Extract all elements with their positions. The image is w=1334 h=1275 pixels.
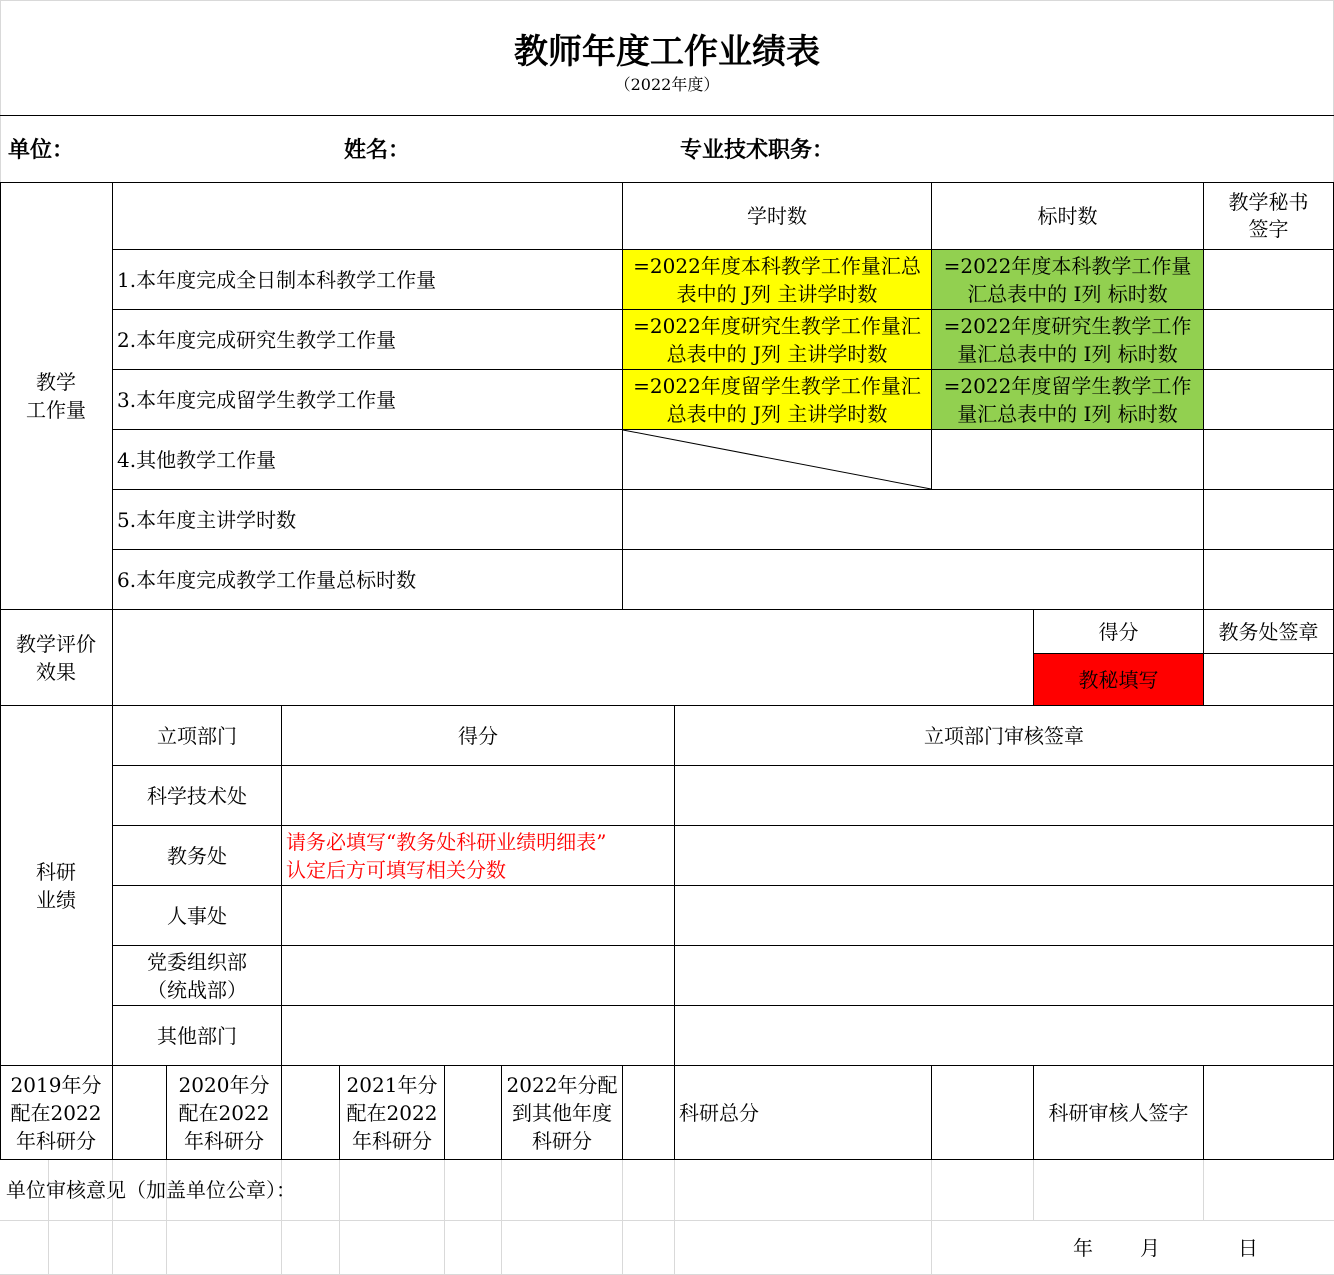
page-subtitle: （2022年度）: [614, 75, 720, 94]
research-col-seal: 立项部门审核签章: [924, 723, 1084, 748]
teaching-row-label: 4.其他教学工作量: [117, 447, 277, 472]
name-label: 姓名：: [344, 137, 411, 163]
teaching-std-formula[interactable]: =2022年度留学生教学工作量汇总表中的 I列 标时数: [932, 370, 1203, 429]
teaching-row-label: 2.本年度完成研究生教学工作量: [117, 327, 397, 352]
research-reviewer-label: 科研审核人签字: [1048, 1100, 1189, 1125]
secretary-fill-cell[interactable]: 教秘填写: [1034, 654, 1203, 705]
evaluation-score-header: 得分: [1098, 619, 1139, 644]
teaching-section-label: 教学 工作量: [26, 370, 86, 422]
research-label: 科研 业绩: [36, 859, 76, 912]
teaching-std-formula[interactable]: =2022年度本科教学工作量汇总表中的 I列 标时数: [932, 250, 1203, 309]
page-title: 教师年度工作业绩表: [514, 32, 820, 72]
unit-label: 单位：: [8, 137, 75, 163]
teaching-std-formula[interactable]: =2022年度研究生教学工作量汇总表中的 I列 标时数: [932, 310, 1203, 369]
teaching-row-label: 3.本年度完成留学生教学工作量: [117, 387, 397, 412]
research-dept: 教务处: [167, 843, 227, 868]
academic-office-seal-header: 教务处签章: [1218, 619, 1319, 644]
alloc-2021-label: 2021年分 配在2022 年科研分: [346, 1072, 438, 1153]
research-col-dept: 立项部门: [157, 723, 237, 748]
teaching-hours-formula[interactable]: =2022年度留学生教学工作量汇总表中的 J列 主讲学时数: [623, 370, 931, 429]
evaluation-label: 教学评价 效果: [16, 631, 96, 684]
alloc-2020-label: 2020年分 配在2022 年科研分: [178, 1072, 270, 1153]
research-note: 请务必填写“教务处科研业绩明细表” 认定后方可填写相关分数: [286, 829, 607, 882]
alloc-2019-label: 2019年分 配在2022 年科研分: [10, 1072, 102, 1153]
col-std-hours-header: 标时数: [1037, 204, 1098, 228]
teaching-row-label: 1.本年度完成全日制本科教学工作量: [117, 267, 437, 292]
research-dept: 科学技术处: [147, 783, 247, 808]
date-month: 月: [1140, 1236, 1160, 1260]
research-total-label: 科研总分: [679, 1100, 759, 1125]
research-dept: 其他部门: [157, 1023, 237, 1048]
teaching-hours-formula[interactable]: =2022年度本科教学工作量汇总表中的 J列 主讲学时数: [623, 250, 931, 309]
research-dept: 党委组织部 （统战部）: [147, 949, 247, 1002]
date-day: 日: [1238, 1236, 1258, 1260]
date-year: 年: [1073, 1236, 1093, 1260]
teaching-row-label: 6.本年度完成教学工作量总标时数: [117, 567, 417, 592]
unit-review-label: 单位审核意见（加盖单位公章）：: [6, 1178, 296, 1202]
teaching-hours-formula[interactable]: =2022年度研究生教学工作量汇总表中的 J列 主讲学时数: [623, 310, 931, 369]
alloc-2022-label: 2022年分配 到其他年度 科研分: [506, 1072, 618, 1153]
col-secretary-header: 教学秘书 签字: [1228, 190, 1309, 241]
teaching-row-label: 5.本年度主讲学时数: [117, 507, 297, 532]
professional-title-label: 专业技术职务：: [680, 137, 835, 163]
research-col-score: 得分: [458, 723, 498, 748]
research-dept: 人事处: [167, 903, 227, 928]
col-hours-header: 学时数: [747, 204, 807, 228]
